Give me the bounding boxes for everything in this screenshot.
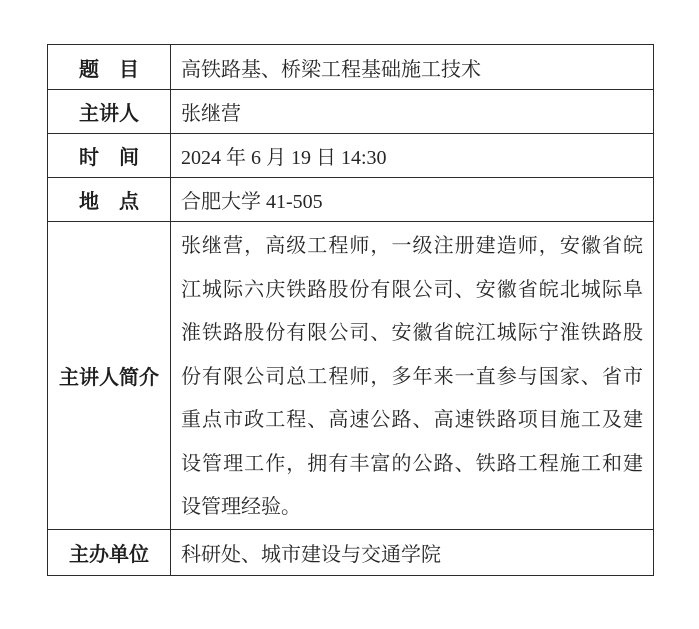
- bio-line: 淮铁路股份有限公司、安徽省皖江城际宁淮铁路股: [181, 322, 643, 344]
- time-value: 2024 年 6 月 19 日 14:30: [181, 147, 387, 169]
- bio-line: 份有限公司总工程师，多年来一直参与国家、省市: [181, 365, 643, 388]
- bio-line: 张继营，高级工程师，一级注册建造师，安徽省皖: [181, 235, 643, 257]
- speaker-label: 主讲人: [48, 90, 171, 133]
- table-row-location: [48, 177, 653, 221]
- location-label: 地 点: [48, 178, 171, 221]
- table-row-speaker-bio: [48, 221, 653, 529]
- bio-line: 设管理经验。: [181, 496, 301, 518]
- speaker-bio-value: [171, 222, 653, 529]
- organizer-value: 科研处、城市建设与交通学院: [181, 544, 441, 566]
- time-label: 时 间: [48, 134, 171, 177]
- bio-line: 江城际六庆铁路股份有限公司、安徽省皖北城际阜: [181, 278, 643, 301]
- speaker-bio-label: 主讲人简介: [48, 222, 171, 529]
- table-row-title: [48, 45, 653, 89]
- location-value: 合肥大学 41-505: [181, 191, 323, 213]
- lecture-info-table: [47, 44, 654, 576]
- title-label: 题 目: [48, 45, 171, 89]
- speaker-value: 张继营: [181, 103, 241, 125]
- organizer-label: 主办单位: [48, 530, 171, 575]
- bio-line: 重点市政工程、高速公路、高速铁路项目施工及建: [181, 409, 643, 431]
- title-value: 高铁路基、桥梁工程基础施工技术: [181, 58, 481, 81]
- bio-line: 设管理工作，拥有丰富的公路、铁路工程施工和建: [181, 452, 643, 475]
- table-row-time: [48, 133, 653, 177]
- table-row-speaker: [48, 89, 653, 133]
- table-row-organizer: [48, 529, 653, 575]
